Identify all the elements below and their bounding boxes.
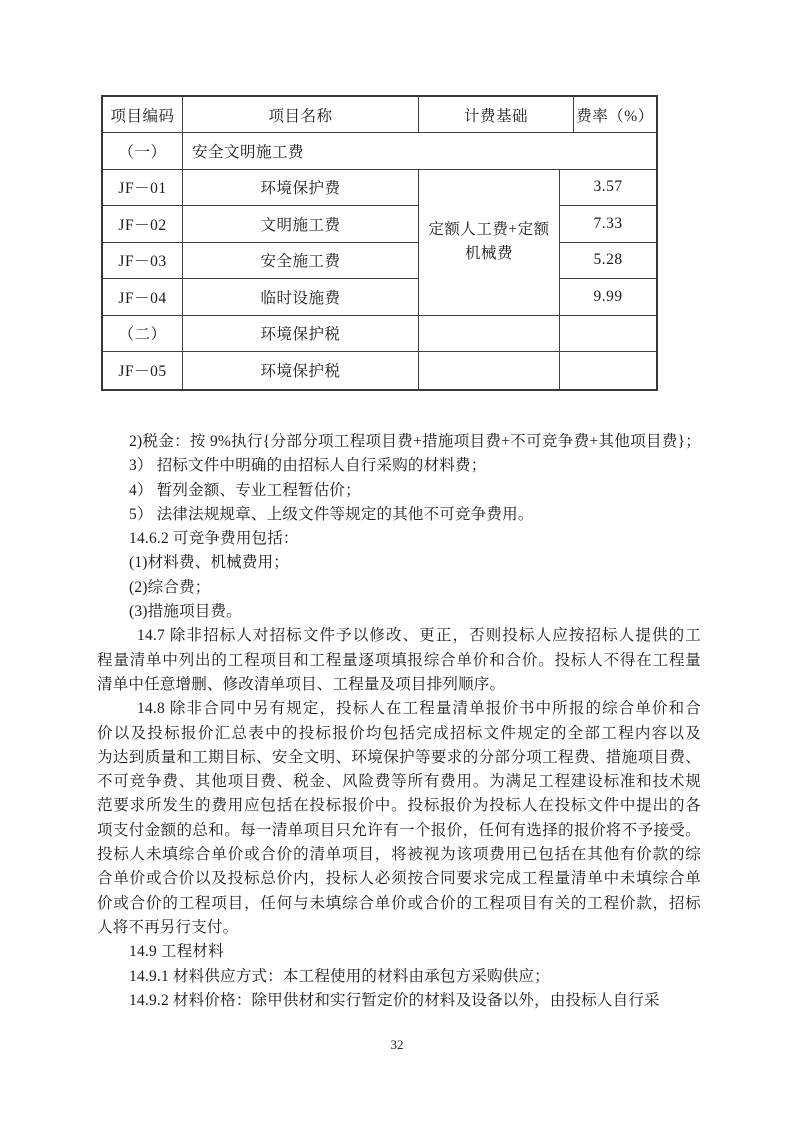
body-line: 14.6.2 可竞争费用包括： [129, 530, 299, 548]
body-line: 项支付金额的总和。每一清单项目只允许有一个报价，任何有选择的报价将不予接受。 [97, 821, 701, 839]
cell-name: 临时设施费 [183, 279, 419, 316]
cell-code: JF－01 [103, 170, 183, 207]
cell-section-code: （一） [103, 133, 183, 170]
body-line: 14.9 工程材料 [129, 943, 224, 961]
body-line: 14.9.1 材料供应方式：本工程使用的材料由承包方采购供应； [129, 967, 550, 985]
fee-rate-table [101, 95, 658, 391]
body-line: 2)税金：按 9%执行{分部分项工程项目费+措施项目费+不可竞争费+其他项目费}； [129, 433, 701, 450]
cell-basis-empty [419, 352, 560, 389]
cell-rate: 3.57 [560, 170, 656, 207]
cell-section-code: （二） [103, 316, 183, 353]
cell-code: JF－04 [103, 279, 183, 316]
cell-name: 环境保护税 [183, 352, 419, 389]
cell-code: JF－03 [103, 243, 183, 280]
cell-rate: 7.33 [560, 206, 656, 243]
cell-rate: 5.28 [560, 243, 656, 280]
cell-shared-basis [419, 170, 560, 316]
body-line: 程量清单中列出的工程项目和工程量逐项填报综合单价和合价。投标人不得在工程量 [97, 651, 701, 669]
body-line: 价以及投标报价汇总表中的投标报价均包括完成招标文件规定的全部工程内容以及 [97, 724, 701, 742]
cell-rate-empty [560, 316, 656, 353]
body-line: 价或合价的工程项目，任何与未填综合单价或合价的工程项目有关的工程价款，招标 [97, 894, 701, 912]
body-line: 清单中任意增删、修改清单项目、工程量及项目排列顺序。 [97, 675, 506, 693]
body-line: 4） 暂列金额、专业工程暂估价； [129, 481, 361, 499]
body-line: 投标人未填综合单价或合价的清单项目，将被视为该项费用已包括在其他有价款的综 [97, 846, 701, 864]
cell-code: JF－05 [103, 352, 183, 389]
cell-code: JF－02 [103, 206, 183, 243]
cell-section-name: 安全文明施工费 [183, 133, 656, 170]
cell-rate: 9.99 [560, 279, 656, 316]
cell-basis-empty [419, 316, 560, 353]
body-line: 14.7 除非招标人对招标文件予以修改、更正，否则投标人应按招标人提供的工 [137, 627, 701, 645]
body-line: 5） 法律法规规章、上级文件等规定的其他不可竞争费用。 [129, 505, 534, 523]
body-line: 14.8 除非合同中另有规定，投标人在工程量清单报价书中所报的综合单价和合 [137, 700, 701, 718]
col-header-basis: 计费基础 [419, 97, 574, 133]
body-line: (2)综合费； [129, 578, 211, 596]
body-line: 14.9.2 材料价格：除甲供材和实行暂定价的材料及设备以外，由投标人自行采 [129, 991, 660, 1009]
col-header-rate: 费率（%） [574, 97, 656, 133]
body-line: (3)措施项目费。 [129, 603, 242, 621]
page-number: 32 [390, 1037, 404, 1052]
cell-name: 安全施工费 [183, 243, 419, 280]
body-line: 不可竞争费、其他项目费、税金、风险费等所有费用。为满足工程建设标准和技术规 [97, 773, 701, 791]
body-line: 合单价或合价以及投标总价内，投标人必须按合同要求完成工程量清单中未填综合单 [97, 870, 701, 888]
cell-name: 文明施工费 [183, 206, 419, 243]
body-line: 范要求所发生的费用应包括在投标报价中。投标报价为投标人在投标文件中提出的各 [97, 797, 701, 815]
cell-name: 环境保护费 [183, 170, 419, 207]
cell-section-name: 环境保护税 [183, 316, 419, 353]
shared-basis-text: 定额人工费+定额机械费 [428, 221, 550, 262]
col-header-code: 项目编码 [103, 97, 183, 133]
body-line: (1)材料费、机械费用； [129, 554, 289, 572]
body-text [97, 430, 701, 1013]
cell-rate-empty [560, 352, 656, 389]
body-line: 人将不再另行支付。 [97, 918, 239, 936]
body-line: 为达到质量和工期目标、安全文明、环境保护等要求的分部分项工程费、措施项目费、 [97, 748, 701, 766]
body-line: 3） 招标文件中明确的由招标人自行采购的材料费； [129, 457, 487, 475]
col-header-name: 项目名称 [183, 97, 419, 133]
